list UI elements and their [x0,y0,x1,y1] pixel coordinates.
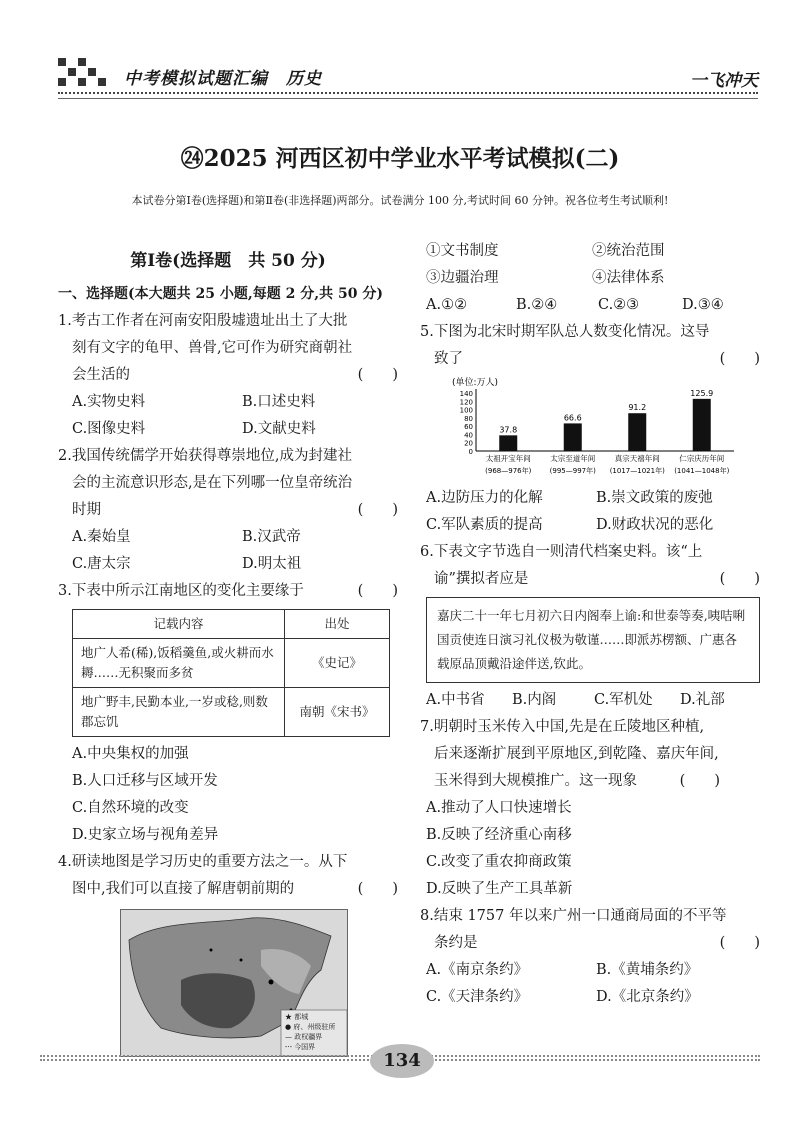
q6-option-b[interactable]: B.内阁 [512,692,557,708]
table-header: 记载内容 [73,610,285,639]
chart-category-years: (968—976年) [485,467,532,475]
chart-bar [499,435,517,451]
chart-y-tick-label: 120 [459,398,473,407]
q3-stem: 3.下表中所示江南地区的变化主要缘于 [58,583,304,599]
chart-category-label: 仁宗庆历年间 [679,454,725,463]
chart-value-label: 66.6 [563,413,582,423]
table-row [73,688,390,737]
q1-option-a[interactable]: A.实物史料 [72,394,146,410]
table-cell: 南朝《宋书》 [285,688,390,737]
q7-option-a[interactable]: A.推动了人口快速增长 [426,800,572,816]
q3-option-a[interactable]: A.中央集权的加强 [72,746,189,762]
q2-line: 会的主流意识形态,是在下列哪一位皇帝统治 [72,475,353,491]
chart-category-years: (995—997年) [549,467,596,475]
chart-bars [485,389,729,475]
part-title: 一、选择题(本大题共 25 小题,每题 2 分,共 50 分) [58,286,383,302]
q1-line: 刻有文字的龟甲、兽骨,它可作为研究商朝社 [72,340,353,356]
page-number: 134 [370,1044,434,1078]
chart-category-label: 太祖开宝年间 [485,454,531,463]
q8-option-b[interactable]: B.《黄埔条约》 [596,962,699,978]
q6-line: 谕”撰拟者应是 [434,571,529,587]
chart-y-tick-label: 140 [459,390,473,398]
q4-option-c[interactable]: C.②③ [598,297,640,313]
chart-y-tick-label: 40 [464,431,473,440]
q4-choice-1: ①文书制度 [426,243,499,259]
q2-line: 2.我国传统儒学开始获得尊崇地位,成为封建社 [58,448,352,464]
q6-option-d[interactable]: D.礼部 [680,692,725,708]
q7-line: 7.明朝时玉米传入中国,先是在丘陵地区种植, [420,719,705,735]
q3-option-c[interactable]: C.自然环境的改变 [72,800,189,816]
q8-line: 条约是 [434,935,478,951]
header-title: 中考模拟试题汇编 历史 [124,69,322,89]
header-brand: 一飞冲天 [690,71,758,91]
answer-paren: ( ) [357,367,398,383]
chart-y-tick-label: 60 [464,423,473,432]
q7-line: 后来逐渐扩展到平原地区,到乾隆、嘉庆年间, [434,746,719,762]
q6-option-a[interactable]: A.中书省 [426,692,485,708]
question-8 [420,903,760,1011]
q5-line: 5.下图为北宋时期军队总人数变化情况。这导 [420,324,710,340]
legend-item: ★ 都城 [285,1013,309,1021]
q1-line: 会生活的 [72,367,130,383]
q3-table [72,609,390,737]
q6-line: 6.下表文字节选自一则清代档案史料。该“上 [420,544,703,560]
table-cell: 《史记》 [285,639,390,688]
q6-option-c[interactable]: C.军机处 [594,692,653,708]
chart-y-tick-label: 100 [459,406,473,415]
q5-line: 致了 [434,351,463,367]
q5-option-d[interactable]: D.财政状况的恶化 [596,517,714,533]
answer-paren: ( ) [357,583,398,599]
q4-choice-4: ④法律体系 [592,270,665,286]
answer-paren: ( ) [719,571,760,587]
header-divider [58,92,758,94]
header-logo-pattern [58,58,106,86]
chart-value-label: 37.8 [499,425,518,435]
q2-option-a[interactable]: A.秦始皇 [72,529,131,545]
chart-category-years: (1041—1048年) [674,467,730,475]
q2-option-c[interactable]: C.唐太宗 [72,556,131,572]
q8-option-d[interactable]: D.《北京条约》 [596,989,699,1005]
page-title: ㉔2025 河西区初中学业水平考试模拟(二) [180,145,620,172]
question-4 [58,849,398,1057]
q1-line: 1.考古工作者在河南安阳殷墟遗址出土了大批 [58,313,348,329]
answer-paren: ( ) [357,502,398,518]
chart-category-label: 真宗天禧年间 [614,454,660,463]
q1-option-c[interactable]: C.图像史料 [72,421,146,437]
q7-option-d[interactable]: D.反映了生产工具革新 [426,881,573,897]
answer-paren: ( ) [679,773,720,789]
q5-option-b[interactable]: B.崇文政策的废弛 [596,490,713,506]
q1-option-d[interactable]: D.文献史料 [242,421,316,437]
q6-quote-box: 嘉庆二十一年七月初六日内阁奉上谕:和世泰等奏,咦咭唎国贡使连日演习礼仪极为敬谨……即派苏楞额、广惠各载原品顶戴沿途伴送,钦此。 [426,597,760,683]
question-3 [58,578,398,849]
chart-bar [628,413,646,451]
answer-paren: ( ) [357,881,398,897]
q4-option-b[interactable]: B.②④ [516,297,558,313]
question-6 [420,539,760,714]
q3-option-b[interactable]: B.人口迁移与区域开发 [72,773,218,789]
chart-category-label: 太宗至道年间 [550,454,596,463]
header-divider-thin [58,98,758,99]
question-5 [420,319,760,539]
q4-choice-2: ②统治范围 [592,243,665,259]
q3-option-d[interactable]: D.史家立场与视角差异 [72,827,219,843]
chart-value-label: 91.2 [628,403,647,413]
table-cell: 地广野丰,民勤本业,一岁或稔,则数郡忘饥 [73,688,285,737]
legend-item: ● 府、州级驻所 [285,1023,336,1031]
q7-line: 玉米得到大规模推广。这一现象 [434,773,637,789]
q5-option-a[interactable]: A.边防压力的化解 [426,490,543,506]
chart-y-tick-label: 0 [468,448,473,456]
left-column [58,248,398,1057]
q7-option-c[interactable]: C.改变了重农抑商政策 [426,854,572,870]
answer-paren: ( ) [719,935,760,951]
q4-choice-3: ③边疆治理 [426,270,499,286]
q8-option-a[interactable]: A.《南京条约》 [426,962,529,978]
chart-ylabel: (单位:万人) [452,378,499,388]
map-legend [285,1012,335,1052]
chart-y-tick-label: 20 [464,439,473,448]
table-row [73,639,390,688]
table-header: 出处 [285,610,390,639]
q2-option-b[interactable]: B.汉武帝 [242,529,301,545]
right-column [420,238,760,1011]
q2-option-d[interactable]: D.明太祖 [242,556,302,572]
exam-notice: 本试卷分第Ⅰ卷(选择题)和第Ⅱ卷(非选择题)两部分。试卷满分 100 分,考试时间 60 分钟。祝各位考生考试顺利! [131,194,669,207]
q5-option-c[interactable]: C.军队素质的提高 [426,517,543,533]
q4-option-d[interactable]: D.③④ [682,297,724,313]
chart-bar [693,399,711,451]
chart-y-tick-label: 80 [464,414,473,423]
q4-line: 图中,我们可以直接了解唐朝前期的 [72,881,295,897]
q4-option-a[interactable]: A.①② [426,297,468,313]
legend-item: -·- 今国界 [285,1043,316,1051]
q7-option-b[interactable]: B.反映了经济重心南移 [426,827,572,843]
chart-value-label: 125.9 [690,388,714,398]
section-title: 第Ⅰ卷(选择题 共 50 分) [130,251,326,271]
q8-option-c[interactable]: C.《天津条约》 [426,989,529,1005]
legend-item: — 政权疆界 [285,1033,323,1041]
q8-line: 8.结束 1757 年以来广州一口通商局面的不平等 [420,908,727,924]
q1-option-b[interactable]: B.口述史料 [242,394,316,410]
table-cell: 地广人希(稀),饭稻羹鱼,或火耕而水耨……无积聚而多贫 [73,639,285,688]
question-7 [420,714,760,903]
chart-category-years: (1017—1021年) [609,467,665,475]
tang-map-image [120,909,348,1057]
chart-bar [564,423,582,451]
army-bar-chart [444,375,744,485]
q2-line: 时期 [72,502,101,518]
answer-paren: ( ) [719,351,760,367]
q4-line: 4.研读地图是学习历史的重要方法之一。从下 [58,854,348,870]
question-1 [58,308,398,443]
question-2 [58,443,398,578]
